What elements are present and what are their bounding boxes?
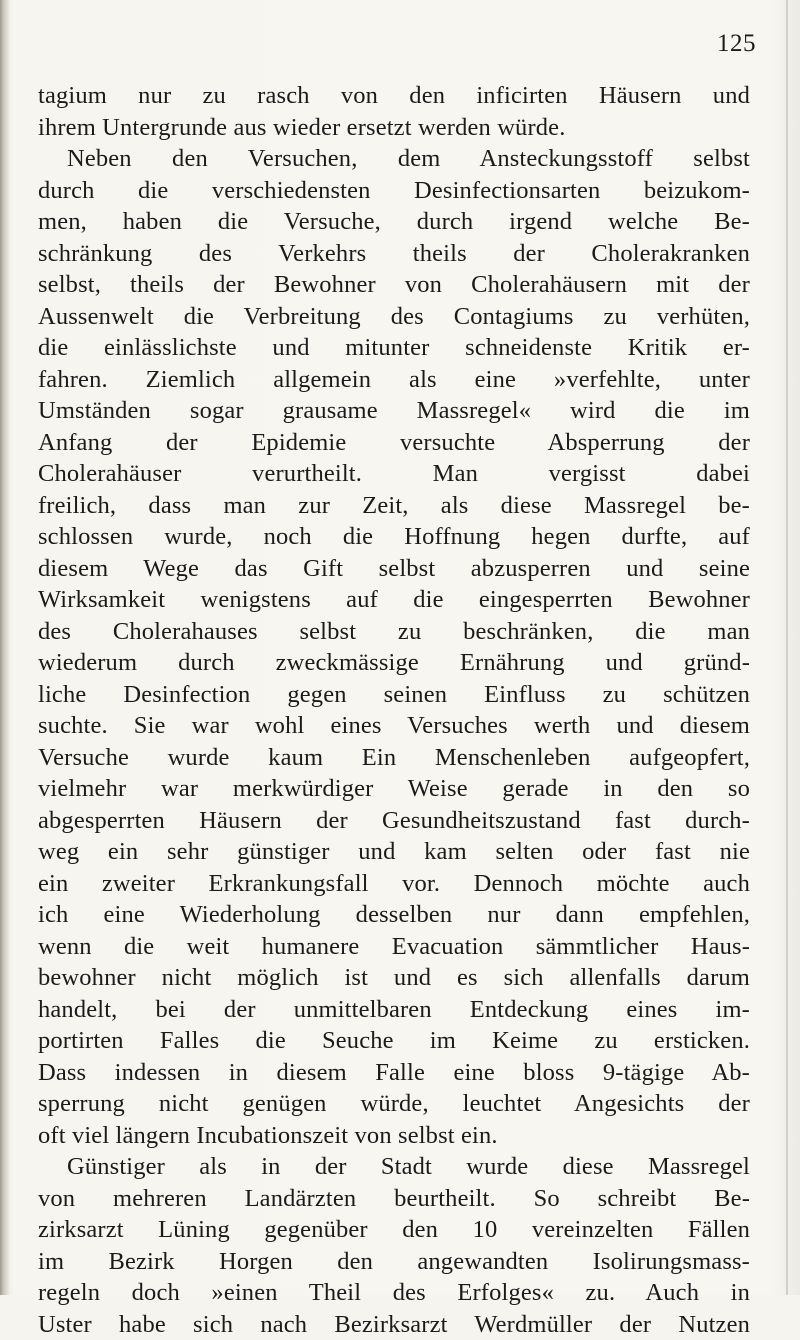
text-line: regeln doch »einen Theil des Erfolges« zu. Auch in: [38, 1277, 750, 1309]
text-line: Anfang der Epidemie versuchte Absperrung der: [38, 427, 750, 459]
text-line: schlossen wurde, noch die Hoffnung hegen durfte, auf: [38, 521, 750, 553]
text-line: Günstiger als in der Stadt wurde diese Massregel: [38, 1151, 750, 1183]
text-line: wenn die weit humanere Evacuation sämmtlicher Haus-: [38, 931, 750, 963]
text-line: von mehreren Landärzten beurtheilt. So schreibt Be-: [38, 1183, 750, 1215]
page-number: 125: [716, 30, 756, 58]
text-line: selbst, theils der Bewohner von Cholerahäusern mit der: [38, 269, 750, 301]
text-line: vielmehr war merkwürdiger Weise gerade in den so: [38, 773, 750, 805]
text-line: tagium nur zu rasch von den inficirten Häusern und: [38, 80, 750, 112]
text-line: des Cholerahauses selbst zu beschränken, die man: [38, 616, 750, 648]
text-line: liche Desinfection gegen seinen Einfluss zu schützen: [38, 679, 750, 711]
text-line: die einlässlichste und mitunter schneidenste Kritik er-: [38, 332, 750, 364]
text-line: Umständen sogar grausame Massregel« wird die im: [38, 395, 750, 427]
text-line: fahren. Ziemlich allgemein als eine »verfehlte, unter: [38, 364, 750, 396]
text-line: Neben den Versuchen, dem Ansteckungsstoff selbst: [38, 143, 750, 175]
text-line: men, haben die Versuche, durch irgend welche Be-: [38, 206, 750, 238]
text-line: Versuche wurde kaum Ein Menschenleben aufgeopfert,: [38, 742, 750, 774]
page-edge: [786, 0, 788, 1295]
text-line: Dass indessen in diesem Falle eine bloss 9-tägige Ab-: [38, 1057, 750, 1089]
text-line: zirksarzt Lüning gegenüber den 10 vereinzelten Fällen: [38, 1214, 750, 1246]
text-line: oft viel längern Incubationszeit von selbst ein.: [38, 1120, 750, 1152]
text-line: ihrem Untergrunde aus wieder ersetzt werden würde.: [38, 112, 750, 144]
text-line: Aussenwelt die Verbreitung des Contagiums zu verhüten,: [38, 301, 750, 333]
text-line: schränkung des Verkehrs theils der Cholerakranken: [38, 238, 750, 270]
text-line: durch die verschiedensten Desinfectionsarten beizukom-: [38, 175, 750, 207]
text-line: diesem Wege das Gift selbst abzusperren und seine: [38, 553, 750, 585]
text-line: weg ein sehr günstiger und kam selten oder fast nie: [38, 836, 750, 868]
text-line: handelt, bei der unmittelbaren Entdeckung eines im-: [38, 994, 750, 1026]
text-line: freilich, dass man zur Zeit, als diese Massregel be-: [38, 490, 750, 522]
text-line: bewohner nicht möglich ist und es sich allenfalls darum: [38, 962, 750, 994]
body-text: [38, 80, 750, 1340]
text-line: sperrung nicht genügen würde, leuchtet Angesichts der: [38, 1088, 750, 1120]
text-line: im Bezirk Horgen den angewandten Isolirungsmass-: [38, 1246, 750, 1278]
text-line: portirten Falles die Seuche im Keime zu ersticken.: [38, 1025, 750, 1057]
text-line: ich eine Wiederholung desselben nur dann empfehlen,: [38, 899, 750, 931]
text-line: suchte. Sie war wohl eines Versuches werth und diesem: [38, 710, 750, 742]
text-line: wiederum durch zweckmässige Ernährung und gründ-: [38, 647, 750, 679]
text-line: Wirksamkeit wenigstens auf die eingesperrten Bewohner: [38, 584, 750, 616]
page-gutter-shadow: [0, 0, 10, 1295]
text-line: Cholerahäuser verurtheilt. Man vergisst dabei: [38, 458, 750, 490]
text-line: abgesperrten Häusern der Gesundheitszustand fast durch-: [38, 805, 750, 837]
text-line: ein zweiter Erkrankungsfall vor. Dennoch möchte auch: [38, 868, 750, 900]
text-line: Uster habe sich nach Bezirksarzt Werdmüller der Nutzen: [38, 1309, 750, 1340]
